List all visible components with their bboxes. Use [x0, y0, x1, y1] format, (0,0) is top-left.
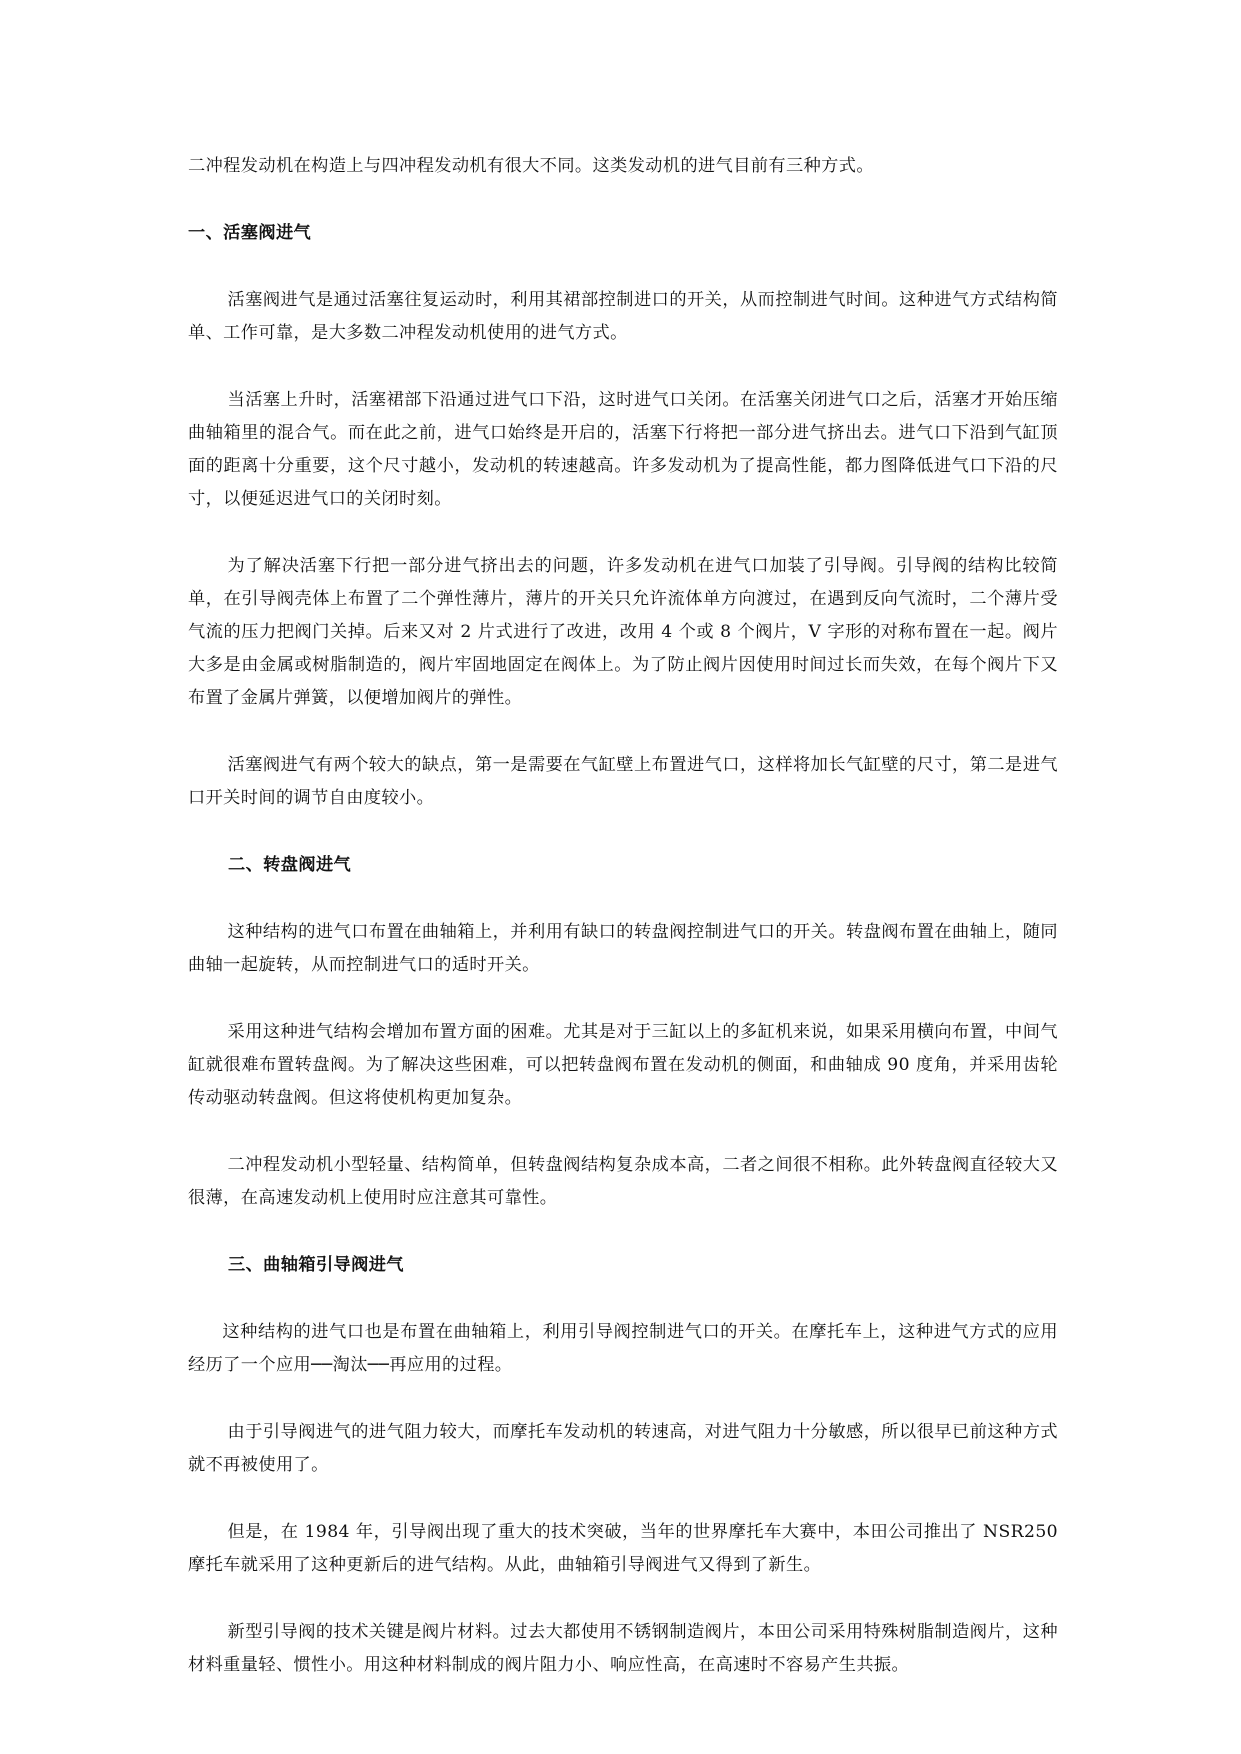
section-2-paragraph-1: 这种结构的进气口布置在曲轴箱上，并利用有缺口的转盘阀控制进气口的开关。转盘阀布置在曲轴上，随同曲轴一起旋转，从而控制进气口的适时开关。 — [188, 922, 1058, 975]
intro-paragraph: 二冲程发动机在构造上与四冲程发动机有很大不同。这类发动机的进气目前有三种方式。 — [188, 156, 874, 176]
section-1-paragraph-1: 活塞阀进气是通过活塞往复运动时，利用其裙部控制进口的开关，从而控制进气时间。这种进气方式结构简单、工作可靠，是大多数二冲程发动机使用的进气方式。 — [188, 290, 1058, 343]
section-1-heading: 一、活塞阀进气 — [188, 223, 312, 243]
section-3-paragraph-4: 新型引导阀的技术关键是阀片材料。过去大都使用不锈钢制造阀片，本田公司采用特殊树脂制造阀片，这种材料重量轻、惯性小。用这种材料制成的阀片阻力小、响应性高，在高速时不容易产生共振。 — [188, 1622, 1058, 1675]
section-3-paragraph-2: 由于引导阀进气的进气阻力较大，而摩托车发动机的转速高，对进气阻力十分敏感，所以很早已前这种方式就不再被使用了。 — [188, 1422, 1058, 1475]
section-1-paragraph-4: 活塞阀进气有两个较大的缺点，第一是需要在气缸壁上布置进气口，这样将加长气缸壁的尺寸，第二是进气口开关时间的调节自由度较小。 — [188, 755, 1058, 808]
document-body — [188, 150, 1058, 1716]
section-2-paragraph-2: 采用这种进气结构会增加布置方面的困难。尤其是对于三缸以上的多缸机来说，如果采用横向布置，中间气缸就很难布置转盘阀。为了解决这些困难，可以把转盘阀布置在发动机的侧面，和曲轴成 90 度角，并采用齿轮传动驱动转盘阀。但这将使机构更加复杂。 — [188, 1022, 1058, 1108]
section-1-paragraph-2: 当活塞上升时，活塞裙部下沿通过进气口下沿，这时进气口关闭。在活塞关闭进气口之后，活塞才开始压缩曲轴箱里的混合气。而在此之前，进气口始终是开启的，活塞下行将把一部分进气挤出去。进气口下沿到气缸顶面的距离十分重要，这个尺寸越小，发动机的转速越高。许多发动机为了提高性能，都力图降低进气口下沿的尺寸，以便延迟进气口的关闭时刻。 — [188, 390, 1058, 509]
section-3-paragraph-1: 这种结构的进气口也是布置在曲轴箱上，利用引导阀控制进气口的开关。在摩托车上，这种进气方式的应用经历了一个应用──淘汰──再应用的过程。 — [188, 1322, 1058, 1375]
section-3-paragraph-3: 但是，在 1984 年，引导阀出现了重大的技术突破，当年的世界摩托车大赛中，本田公司推出了 NSR250 摩托车就采用了这种更新后的进气结构。从此，曲轴箱引导阀进气又得到了新生。 — [188, 1522, 1058, 1575]
section-2-paragraph-3: 二冲程发动机小型轻量、结构简单，但转盘阀结构复杂成本高，二者之间很不相称。此外转盘阀直径较大又很薄，在高速发动机上使用时应注意其可靠性。 — [188, 1155, 1058, 1208]
section-3-heading: 三、曲轴箱引导阀进气 — [228, 1255, 404, 1275]
section-1-paragraph-3: 为了解决活塞下行把一部分进气挤出去的问题，许多发动机在进气口加装了引导阀。引导阀的结构比较简单，在引导阀壳体上布置了二个弹性薄片，薄片的开关只允许流体单方向渡过，在遇到反向气流时，二个薄片受气流的压力把阀门关掉。后来又对 2 片式进行了改进，改用 4 个或 8 个阀片，V 字形的对称布置在一起。阀片大多是由金属或树脂制造的，阀片牢固地固定在阀体上。为了防止阀片因使用时间过长而失效，在每个阀片下又布置了金属片弹簧，以便增加阀片的弹性。 — [188, 556, 1058, 708]
section-2-heading: 二、转盘阀进气 — [228, 855, 352, 875]
